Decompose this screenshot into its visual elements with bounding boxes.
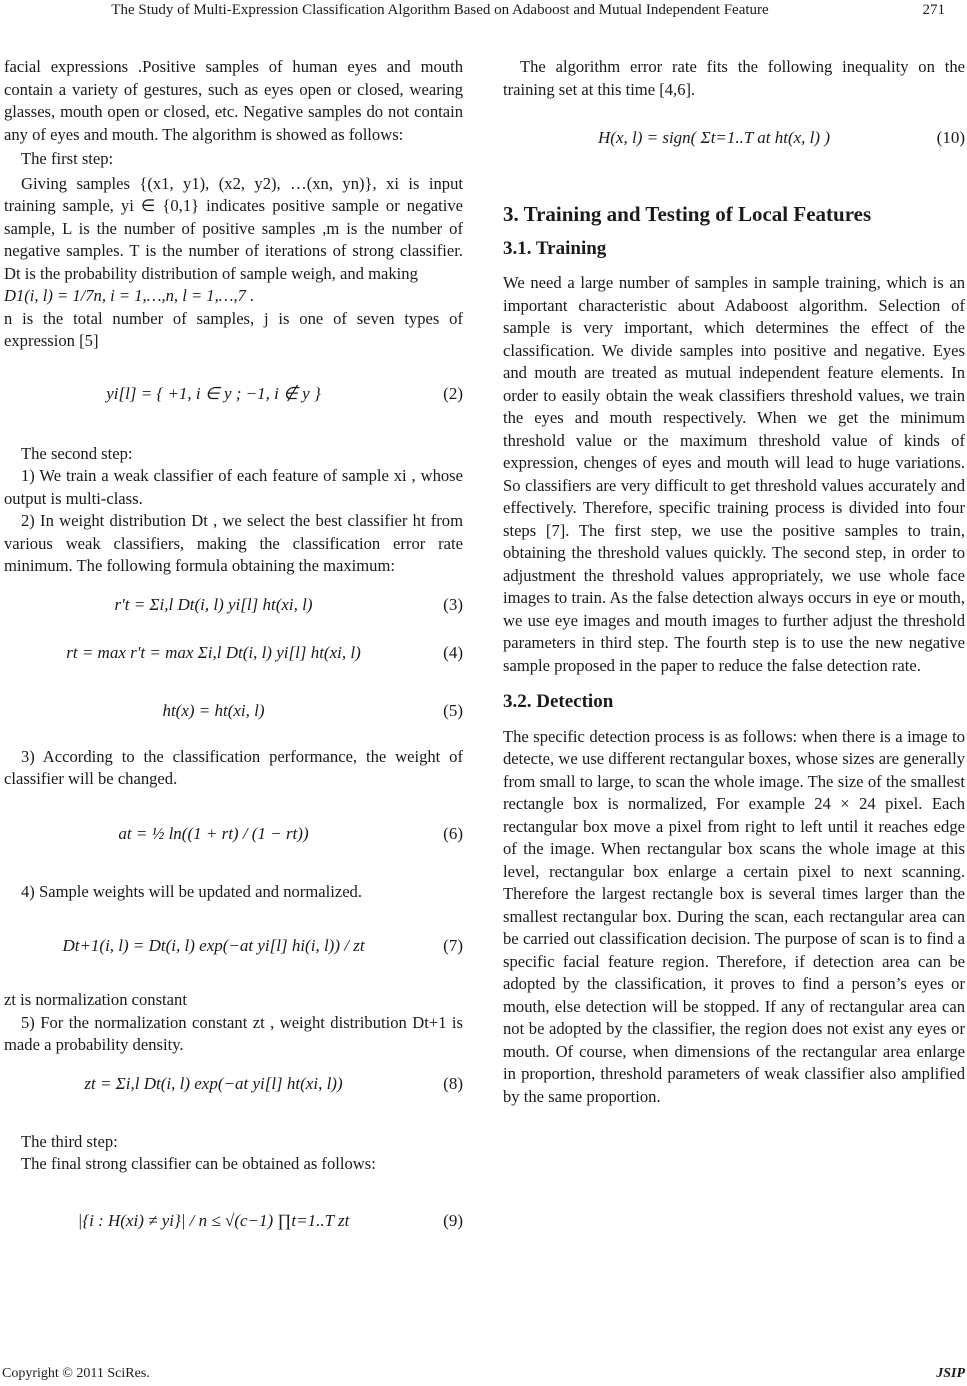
paragraph: The algorithm error rate fits the following inequality on the training set at this time [4,6]. bbox=[503, 57, 965, 99]
journal-name: JSIP bbox=[936, 1366, 965, 1381]
equation-body: rt = max r't = max Σi,l Dt(i, l) yi[l] ht(xi, l) bbox=[66, 642, 361, 662]
paragraph: The first step: bbox=[21, 149, 114, 168]
paragraph: 1) We train a weak classifier of each feature of sample xi , whose output is multi-class. bbox=[4, 466, 463, 508]
running-header bbox=[0, 2, 967, 24]
paragraph: The third step: bbox=[21, 1131, 118, 1151]
paragraph: n is the total number of samples, j is one of seven types of expression [5] bbox=[4, 308, 463, 350]
equation-6 bbox=[4, 791, 463, 875]
paragraph: 4) Sample weights will be updated and normalized. bbox=[21, 881, 363, 901]
paragraph: zt is normalization constant bbox=[4, 990, 187, 1009]
equation-body: r't = Σi,l Dt(i, l) yi[l] ht(xi, l) bbox=[114, 594, 313, 614]
equation-7 bbox=[4, 903, 463, 989]
equation-9 bbox=[4, 1176, 463, 1266]
paragraph: The specific detection process is as follows: when there is a image to detecte, we use different rectangular boxes, whose sizes are generally from small to large, to scan the whole image. The size of the smallest rectangle box is normalized, For example 24 × 24 pixel. Each rectangular box move a pixel from right to left until it reaches edge of the image. When rectangular box scans the whole image at this level, rectangular box enlarge a certain pixel to next scanning. Therefore the largest rectangle box is several times larger than the smallest rectangular box. During the scan, each rectangular area can be carried out classification decision. The purpose of scan is to find a specific facial feature region. Therefore, if detection area can be adopted by the classification, it proves to find a person’s eyes or mouth, else detection will be stopped. If any of rectangular area can not be adopted by the classifier, the region does not exist any eyes or mouth. Of course, when dimensions of the rectangular area enlarge in proportion, threshold parameters of weak classifier also amplified by the same proportion. bbox=[503, 726, 965, 1106]
subsection-heading: 3.1. Training bbox=[503, 237, 607, 259]
equation-number: (8) bbox=[443, 1073, 463, 1093]
left-column bbox=[4, 56, 463, 1266]
paragraph: 3) According to the classification performance, the weight of classifier will be changed. bbox=[4, 746, 463, 788]
equation-number: (2) bbox=[443, 383, 463, 403]
copyright: Copyright © 2011 SciRes. bbox=[2, 1366, 150, 1381]
page-number: 271 bbox=[922, 2, 945, 18]
paragraph: 2) In weight distribution Dt , we select the best classifier ht from various weak classifiers, making the classification error rate minimum. The following formula obtaining the maximum: bbox=[4, 511, 463, 575]
equation-body: ht(x) = ht(xi, l) bbox=[162, 700, 265, 720]
equation-number: (4) bbox=[443, 642, 463, 662]
paragraph: The second step: bbox=[21, 443, 133, 463]
equation-body: zt = Σi,l Dt(i, l) exp(−at yi[l] ht(xi, l)) bbox=[84, 1073, 343, 1093]
equation-inline: D1(i, l) = 1/7n, i = 1,…,n, l = 1,…,7 . bbox=[4, 286, 255, 305]
subsection-heading: 3.2. Detection bbox=[503, 691, 614, 712]
equation-4 bbox=[4, 632, 463, 686]
equation-10 bbox=[503, 101, 965, 179]
paragraph: Giving samples {(x1, y1), (x2, y2), …(xn, yn)}, xi is input training sample, yi ∈ {0,1} indicates positive sample or negative sample, L is the number of positive samples ,m is the number of negative samples. T is the number of iterations of strong classifier. Dt is the probability distribution of sample weigh, and making bbox=[4, 173, 463, 283]
equation-body: H(x, l) = sign( Σt=1..T at ht(x, l) ) bbox=[598, 128, 830, 147]
paragraph: 5) For the normalization constant zt , weight distribution Dt+1 is made a probability density. bbox=[4, 1012, 463, 1054]
equation-body: Dt+1(i, l) = Dt(i, l) exp(−at yi[l] hi(i, l)) / zt bbox=[62, 936, 365, 955]
equation-number: (10) bbox=[936, 128, 965, 147]
equation-number: (9) bbox=[443, 1210, 463, 1230]
equation-number: (5) bbox=[443, 700, 463, 720]
right-column bbox=[503, 56, 965, 1108]
equation-2 bbox=[4, 353, 463, 435]
equation-8 bbox=[4, 1057, 463, 1119]
running-title: The Study of Multi-Expression Classification Algorithm Based on Adaboost and Mutual Independent Feature bbox=[111, 2, 769, 18]
paragraph: We need a large number of samples in sample training, which is an important characteristic about Adaboost algorithm. Selection of sample is very important, which determines the effect of the classification. We divide samples into positive and negative. Eyes and mouth are treated as mutual independent feature elements. In order to easily obtain the weak classifiers threshold values, we train the eyes and mouth respectively. When we get the minimum threshold value or the maximum threshold value of kinds of expression, chenges of eyes and mouth will lead to huge variations. So classifiers are very difficult to get threshold values accurately and effectively. Therefore, specific training process is divided into four steps [7]. The first step, we use the positive samples to train, obtaining the threshold values quickly. The second step, in order to adjustment the threshold values appropriately, we use whole face images to train. As the false detection always occurs in eye or mouth, we use eye images and mouth images to further adjust the threshold parameters in third step. The fourth step is to use the new negative sample proposed in the paper to reduce the false detection rate. bbox=[503, 273, 965, 675]
equation-5 bbox=[4, 686, 463, 740]
equation-number: (3) bbox=[443, 594, 463, 614]
section-heading: 3. Training and Testing of Local Features bbox=[503, 202, 872, 226]
equation-3 bbox=[4, 578, 463, 632]
equation-body: at = ½ ln((1 + rt) / (1 − rt)) bbox=[118, 823, 309, 843]
equation-body: |{i : H(xi) ≠ yi}| / n ≤ √(c−1) ∏t=1..T zt bbox=[77, 1210, 350, 1230]
equation-body: yi[l] = { +1, i ∈ y ; −1, i ∉ y } bbox=[106, 383, 321, 403]
paragraph: facial expressions .Positive samples of human eyes and mouth contain a variety of gestures, such as eyes open or closed, wearing glasses, mouth open or closed, etc. Negative samples do not contain any of eyes and mouth. The algorithm is showed as follows: bbox=[4, 57, 463, 144]
paragraph: The final strong classifier can be obtained as follows: bbox=[21, 1154, 376, 1173]
equation-number: (7) bbox=[443, 936, 463, 955]
equation-number: (6) bbox=[443, 823, 463, 843]
